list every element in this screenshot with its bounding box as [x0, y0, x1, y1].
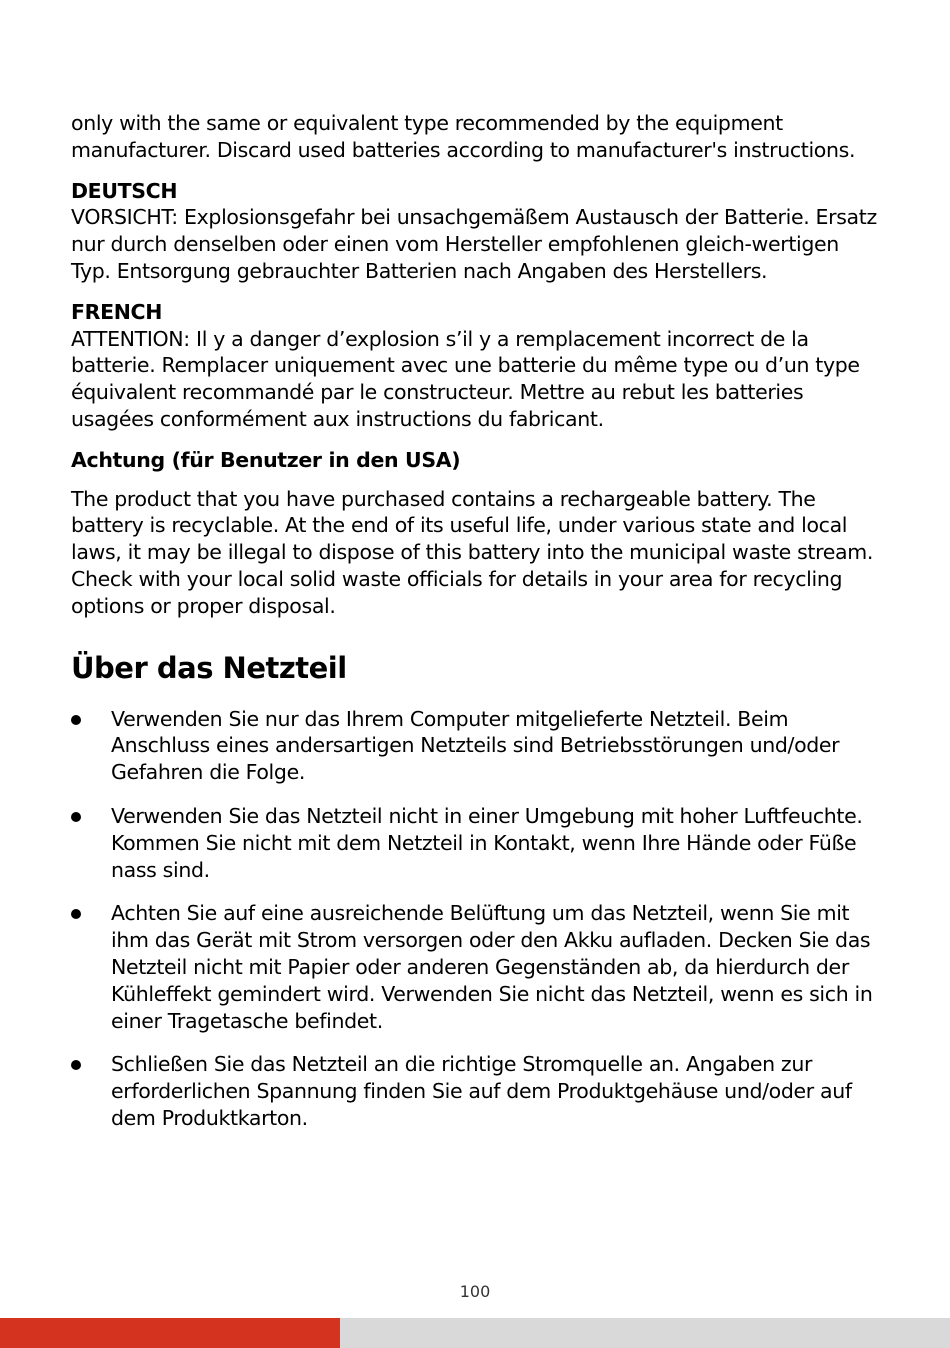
- usa-notice-heading: Achtung (für Benutzer in den USA): [71, 447, 461, 472]
- intro-paragraph: only with the same or equivalent type recommended by the equipment manufacturer. Discard used batteries according to manufacturer's instructions.: [71, 111, 856, 162]
- list-item-text: Verwenden Sie nur das Ihrem Computer mitgelieferte Netzteil. Beim Anschluss eines andersartigen Netzteils sind Betriebsstörungen und/oder Gefahren die Folge.: [111, 706, 840, 785]
- list-item-text: Verwenden Sie das Netzteil nicht in einer Umgebung mit hoher Luftfeuchte. Kommen Sie nicht mit dem Netzteil in Kontakt, wenn Ihre Hände oder Füße nass sind.: [111, 803, 863, 882]
- list-item: [71, 1051, 881, 1131]
- deutsch-heading: DEUTSCH: [71, 178, 178, 203]
- list-item: [71, 706, 881, 786]
- list-item-text: Schließen Sie das Netzteil an die richtige Stromquelle an. Angaben zur erforderlichen Spannung finden Sie auf dem Produktgehäuse und/oder auf dem Produktkarton.: [111, 1052, 852, 1130]
- french-block: [71, 299, 881, 433]
- deutsch-paragraph: VORSICHT: Explosionsgefahr bei unsachgemäßem Austausch der Batterie. Ersatz nur durch denselben oder einen vom Hersteller empfohlenen gleich-wertigen Typ. Entsorgung gebrauchter Batterien nach Angaben des Herstellers.: [71, 205, 877, 283]
- bullet-icon: [71, 1060, 81, 1070]
- list-item: [71, 803, 881, 883]
- list-item-text: Achten Sie auf eine ausreichende Belüftung um das Netzteil, wenn Sie mit ihm das Gerät mit Strom versorgen oder den Akku aufladen. Decken Sie das Netzteil nicht mit Papier oder anderen Gegenständen ab, da hierdurch der Kühleffekt gemindert wird. Verwenden Sie nicht das Netzteil, wenn es sich in einer Tragetasche befindet.: [111, 901, 873, 1033]
- bullet-icon: [71, 812, 81, 822]
- list-item: [71, 900, 881, 1034]
- deutsch-block: [71, 178, 881, 285]
- footer-accent-bar: [0, 1318, 340, 1348]
- page-number: 100: [459, 1282, 491, 1301]
- netzteil-list: [71, 706, 881, 1132]
- page-content: [71, 110, 881, 1149]
- french-paragraph: ATTENTION: Il y a danger d’explosion s’il y a remplacement incorrect de la batterie. Remplacer uniquement avec une batterie du même type ou d’un type équivalent recommandé par le constructeur. Mettre au rebut les batteries usagées conformément aux instructions du fabricant.: [71, 326, 860, 431]
- bullet-icon: [71, 909, 81, 919]
- section-heading: Über das Netzteil: [71, 650, 347, 685]
- usa-notice-paragraph: The product that you have purchased contains a rechargeable battery. The battery is recyclable. At the end of its useful life, under various state and local laws, it may be illegal to dispose of this battery into the municipal waste stream. Check with your local solid waste officials for details in your area for recycling options or proper disposal.: [71, 486, 874, 618]
- footer-bar: [0, 1318, 950, 1348]
- bullet-icon: [71, 715, 81, 725]
- french-heading: FRENCH: [71, 299, 163, 324]
